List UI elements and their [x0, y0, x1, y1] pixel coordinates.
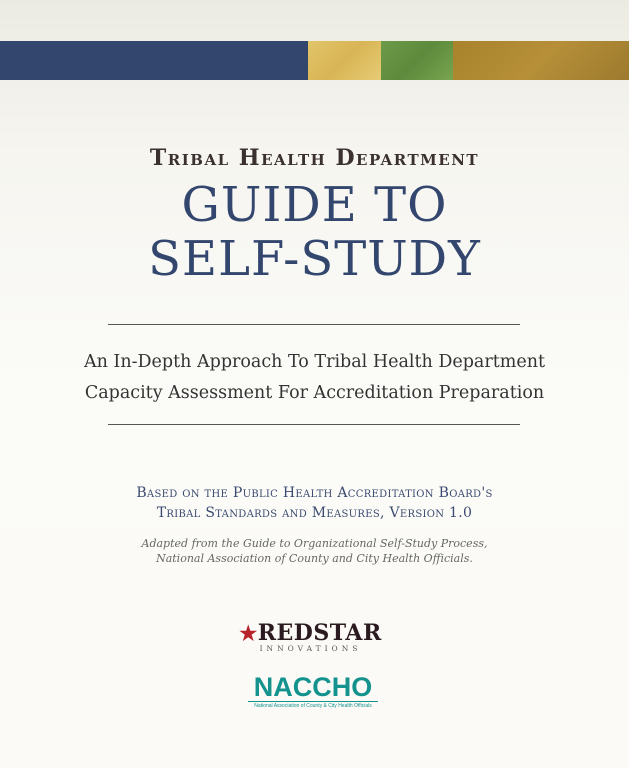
star-icon: ★: [239, 621, 258, 645]
corn-image-strip: [308, 41, 381, 80]
adapted-line-2: National Association of County and City Health Officials.: [156, 552, 473, 565]
adapted-line-1: Adapted from the Guide to Organizational Self-Study Process,: [141, 537, 488, 550]
divider-top: [108, 324, 520, 325]
brown-image-strip: [453, 41, 629, 80]
redstar-sub: INNOVATIONS: [259, 644, 362, 653]
subtitle: [0, 347, 629, 409]
navy-band: [0, 41, 308, 80]
based-line-1: Based on the Public Health Accreditation Board's: [136, 485, 493, 501]
subtitle-line-1: An In-Depth Approach To Tribal Health Department: [83, 352, 546, 372]
naccho-sub: National Association of County & City Health Officials: [248, 701, 378, 709]
title-line-1: GUIDE TO: [181, 177, 448, 233]
kicker-heading: Tribal Health Department: [149, 145, 480, 171]
subtitle-line-2: Capacity Assessment For Accreditation Preparation: [84, 383, 545, 403]
page-title: [0, 178, 629, 286]
redstar-logo: [238, 622, 383, 654]
redstar-name: REDSTAR: [257, 620, 382, 646]
based-on-text: [0, 483, 629, 523]
naccho-logo: [248, 673, 378, 709]
title-line-2: SELF-STUDY: [148, 231, 481, 287]
naccho-name: NACCHO: [253, 672, 373, 702]
divider-bottom: [108, 424, 520, 425]
based-line-2: Tribal Standards and Measures, Version 1.0: [156, 505, 473, 521]
adapted-note: [0, 536, 629, 566]
header-color-band: [0, 41, 629, 80]
green-leaf-image-strip: [381, 41, 453, 80]
